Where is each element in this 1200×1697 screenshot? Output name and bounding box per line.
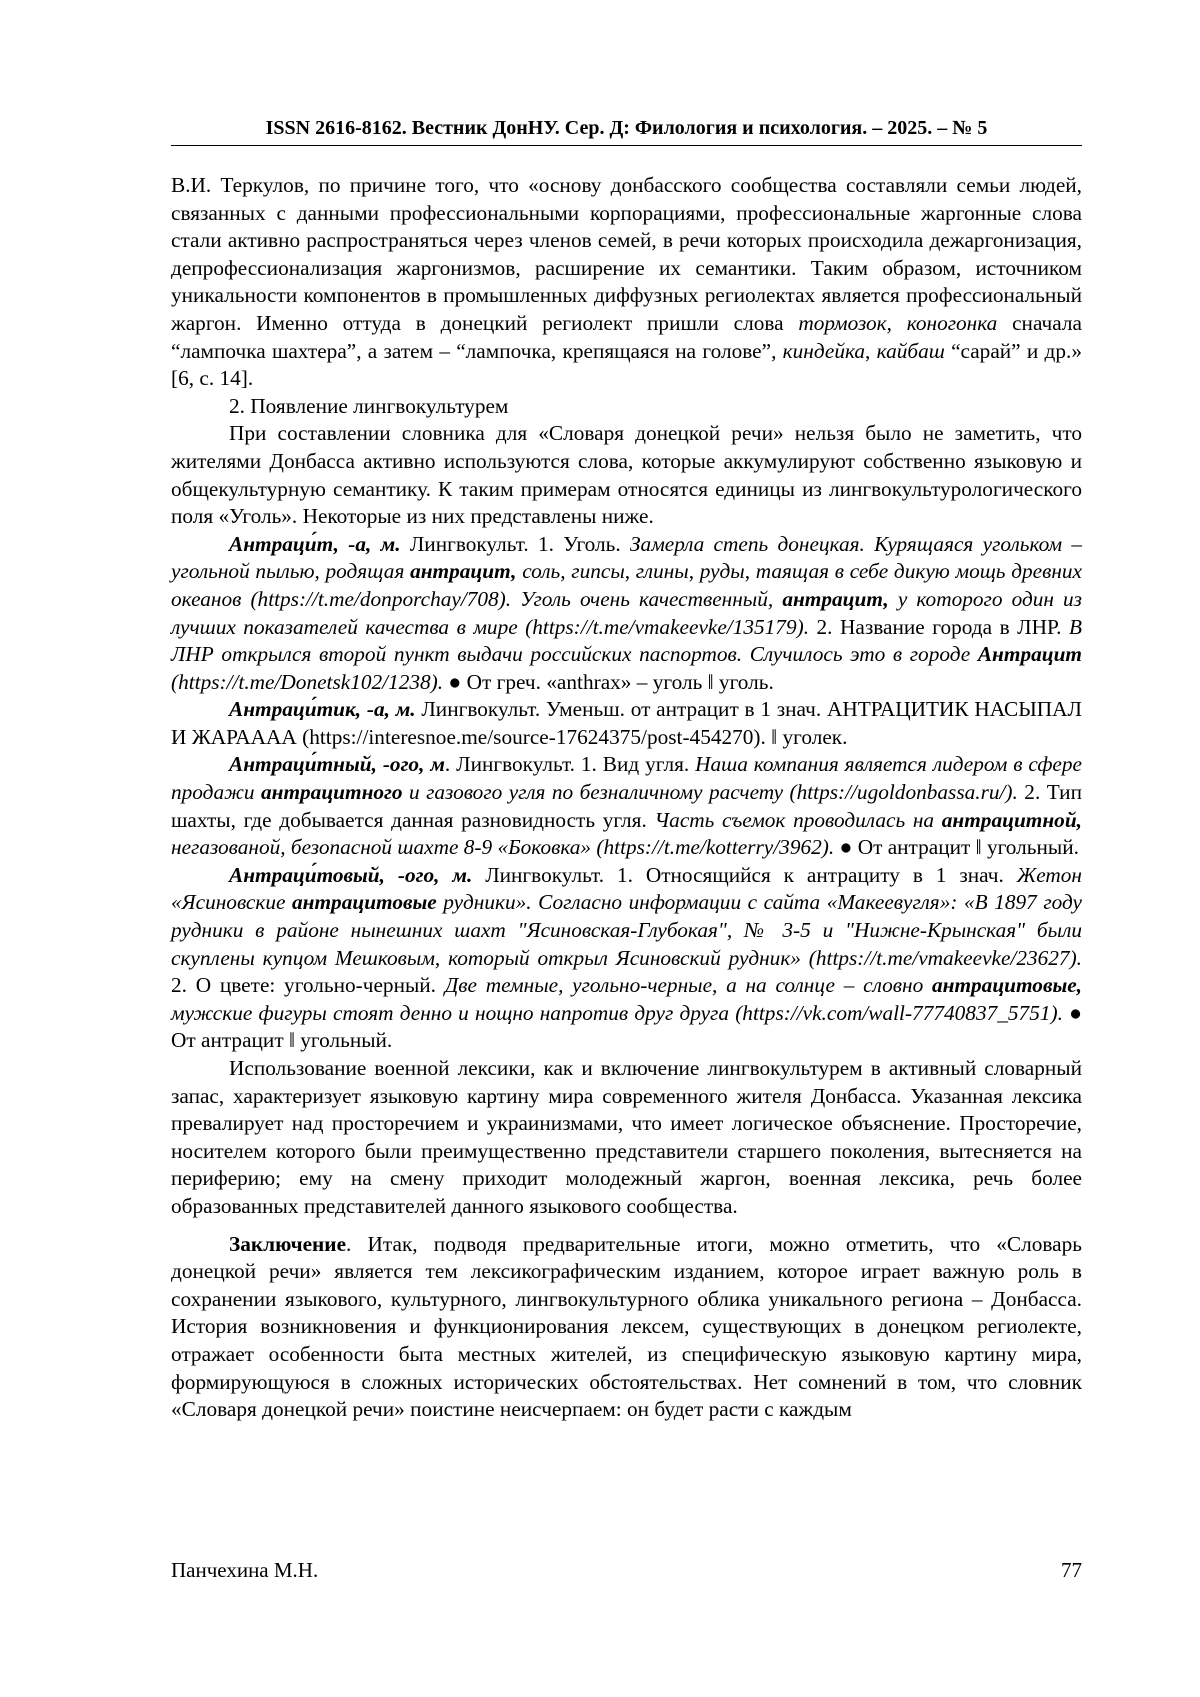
dictionary-entry-antratsitovyi: Антраци́товый, -ого, м. Лингвокульт. 1. Относящийся к антрациту в 1 знач. Жетон «Ясиновские антрацитовые рудники». Согласно информации с сайта «Макеевугля»: «В 1897 году рудники в районе нынешних шахт "Ясиновская-Глубокая", № 3-5 и "Нижне-Крынская" были скуплены купцом Мешковым, который открыл Ясиновский рудник» (https://t.me/vmakeevke/23627). 2. О цвете: угольно-черный. Две темные, угольно-черные, а на солнце – словно антрацитовые, мужские фигуры стоят денно и нощно напротив друг друга (https://vk.com/wall-77740837_5751). ● От антрацит ‖ угольный. bbox=[171, 862, 1083, 1053]
conclusion-heading: Заключение bbox=[229, 1231, 347, 1256]
paragraph-2: При составлении словника для «Словаря донецкой речи» нельзя было не заметить, что жителями Донбасса активно используются слова, которые аккумулируют собственно языковую и общекультурную семантику. К таким примерам относятся единицы из лингвокультурологического поля «Уголь». Некоторые из них представлены ниже. bbox=[171, 421, 1082, 529]
dictionary-entry-antratsitik: Антраци́тик, -а, м. Лингвокульт. Уменьш. от антрацит в 1 знач. АНТРАЦИТИК НАСЫПАЛ И ЖАРАААА (https://interesnoe.me/source-17624375/post-454270). ‖ уголек. bbox=[171, 697, 1083, 749]
dictionary-entry-antratsitnyi: Антраци́тный, -ого, м. Лингвокульт. 1. Вид угля. Наша компания является лидером в сфере продажи антрацитного и газового угля по безналичному расчету (https://ugoldonbassa.ru/). 2. Тип шахты, где добывается данная разновидность угля. Часть съемок проводилась на антрацитной, негазованой, безопасной шахте 8-9 «Боковка» (https://t.me/kotterry/3962). ● От антрацит ‖ угольный. bbox=[171, 752, 1082, 860]
journal-header: ISSN 2616-8162. Вестник ДонНУ. Сер. Д: Филология и психология. – 2025. – № 5 bbox=[171, 116, 1082, 146]
page-number: 77 bbox=[1061, 1558, 1082, 1582]
article-body bbox=[171, 172, 1082, 1424]
dictionary-entry-antratsit: Антраци́т, -а, м. Лингвокульт. 1. Уголь. Замерла степь донецкая. Курящаяся угольком – угольной пылью, родящая антрацит, соль, гипсы, глины, руды, таящая в себе дикую мощь древних океанов (https://t.me/donporchay/708). Уголь очень качественный, антрацит, у которого один из лучших показателей качества в мире (https://t.me/vmakeevke/135179). 2. Название города в ЛНР. В ЛНР открылся второй пункт выдачи российских паспортов. Случилось это в городе Антрацит (https://t.me/Donetsk102/1238). ● От греч. «anthrax» – уголь ‖ уголь. bbox=[171, 531, 1082, 694]
footer-author: Панчехина М.Н. bbox=[171, 1558, 319, 1582]
section-heading-2: 2. Появление лингвокультурем bbox=[229, 393, 509, 418]
paragraph-1: В.И. Теркулов, по причине того, что «основу донбасского сообщества составляли семьи людей, связанных с данными профессиональными корпорациями, профессиональные жаргонные слова стали активно распространяться через членов семей, в речи которых происходила дежаргонизация, депрофессионализация жаргонизмов, расширение их семантики. Таким образом, источником уникальности компонентов в промышленных диффузных региолектах является профессиональный жаргон. Именно оттуда в донецкий региолект пришли слова тормозок, коногонка сначала “лампочка шахтера”, а затем – “лампочка, крепящаяся на голове”, киндейка, кайбаш “сарай” и др.» [6, с. 14]. bbox=[171, 173, 1082, 391]
conclusion-paragraph: Заключение. Итак, подводя предварительные итоги, можно отметить, что «Словарь донецкой речи» является тем лексикографическим изданием, которое играет важную роль в сохранении языкового, культурного, лингвокультурного облика уникального региона – Донбасса. История возникновения и функционирования лексем, существующих в донецком региолекте, отражает особенности быта местных жителей, из специфическую языковую картину мира, формирующуюся в сложных исторических обстоятельствах. Нет сомнений в том, что словник «Словаря донецкой речи» поистине неисчерпаем: он будет расти с каждым bbox=[171, 1231, 1082, 1422]
paragraph-3: Использование военной лексики, как и включение лингвокультурем в активный словарный запас, характеризует языковую картину мира современного жителя Донбасса. Указанная лексика превалирует над просторечием и украинизмами, что имеет логическое объяснение. Просторечие, носителем которого были преимущественно представители старшего поколения, вытесняется на периферию; ему на смену приходит молодежный жаргон, военная лексика, речь более образованных представителей данного языкового сообщества. bbox=[171, 1056, 1082, 1218]
